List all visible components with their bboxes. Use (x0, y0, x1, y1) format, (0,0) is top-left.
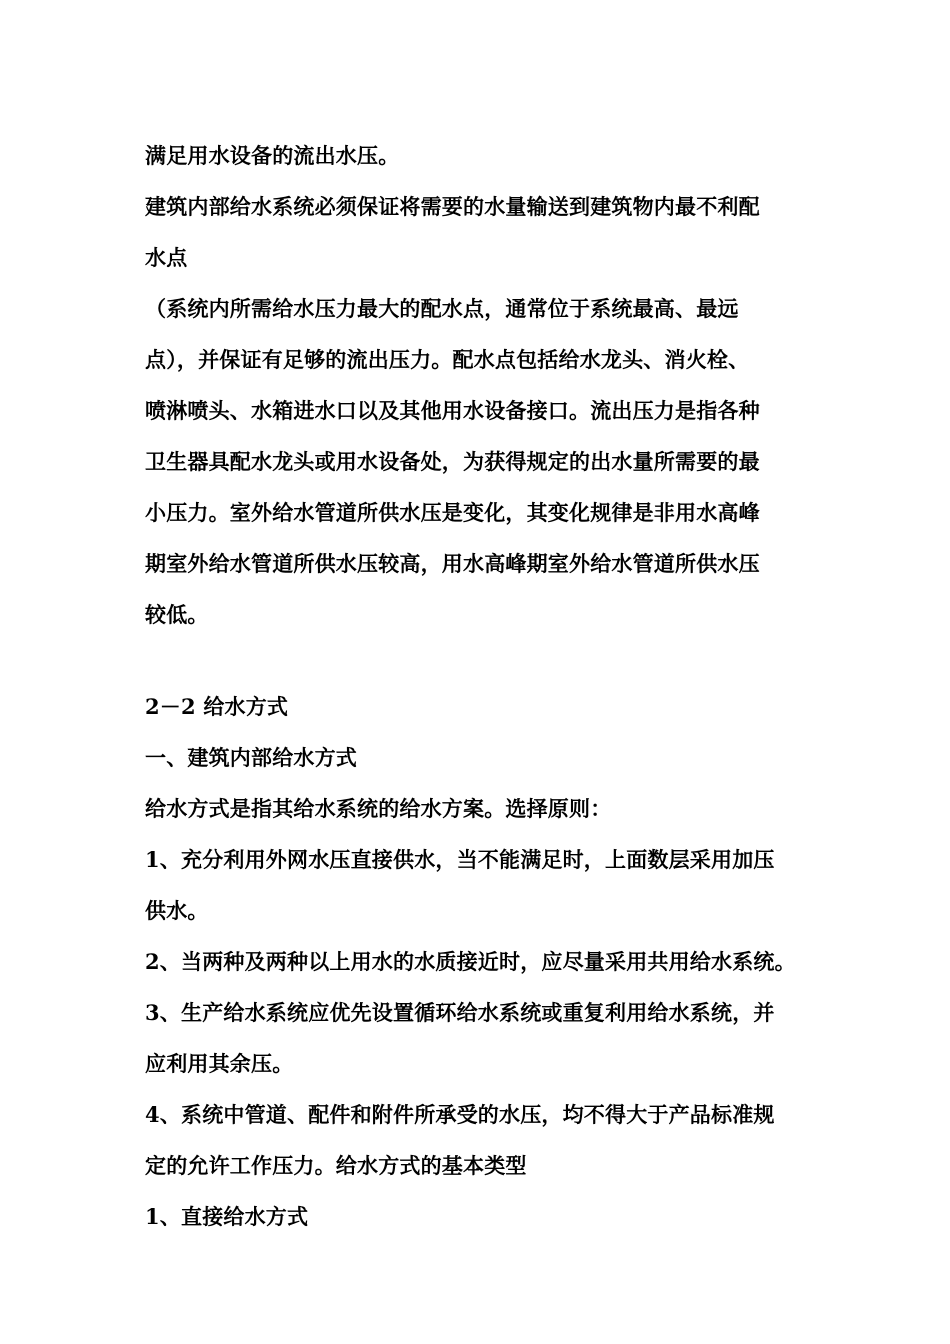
text-line: 点），并保证有足够的流出压力。配水点包括给水龙头、消火栓、 (145, 347, 750, 372)
text-line: 定的允许工作压力。给水方式的基本类型 (145, 1153, 527, 1178)
text-line: 小压力。室外给水管道所供水压是变化，其变化规律是非用水高峰 (145, 500, 760, 525)
text-line: 喷淋喷头、水箱进水口以及其他用水设备接口。流出压力是指各种 (145, 398, 760, 423)
text-line: 期室外给水管道所供水压较高，用水高峰期室外给水管道所供水压 (145, 551, 760, 576)
paragraph-gap (145, 640, 825, 681)
document-body (145, 130, 825, 1242)
text-line: 3、生产给水系统应优先设置循环给水系统或重复利用给水系统，并 (145, 1000, 775, 1025)
text-line: 供水。 (145, 898, 209, 923)
text-line: 应利用其余压。 (145, 1051, 294, 1076)
text-line: 给水方式是指其给水系统的给水方案。选择原则： (145, 796, 612, 821)
section-heading: 2－2 给水方式 (145, 694, 289, 719)
subsection-heading: 一、建筑内部给水方式 (145, 745, 357, 770)
text-line: 4、系统中管道、配件和附件所承受的水压，均不得大于产品标准规 (145, 1102, 775, 1127)
text-line: 卫生器具配水龙头或用水设备处，为获得规定的出水量所需要的最 (145, 449, 760, 474)
text-line: （系统内所需给水压力最大的配水点，通常位于系统最高、最远 (145, 296, 739, 321)
text-line: 水点 (145, 245, 188, 270)
text-line: 满足用水设备的流出水压。 (145, 143, 400, 168)
text-line: 较低。 (145, 602, 209, 627)
text-line: 2、当两种及两种以上用水的水质接近时，应尽量采用共用给水系统。 (145, 949, 796, 974)
text-line: 1、充分利用外网水压直接供水，当不能满足时，上面数层采用加压 (145, 847, 775, 872)
text-line: 1、直接给水方式 (145, 1204, 309, 1229)
text-line: 建筑内部给水系统必须保证将需要的水量输送到建筑物内最不利配 (145, 194, 760, 219)
